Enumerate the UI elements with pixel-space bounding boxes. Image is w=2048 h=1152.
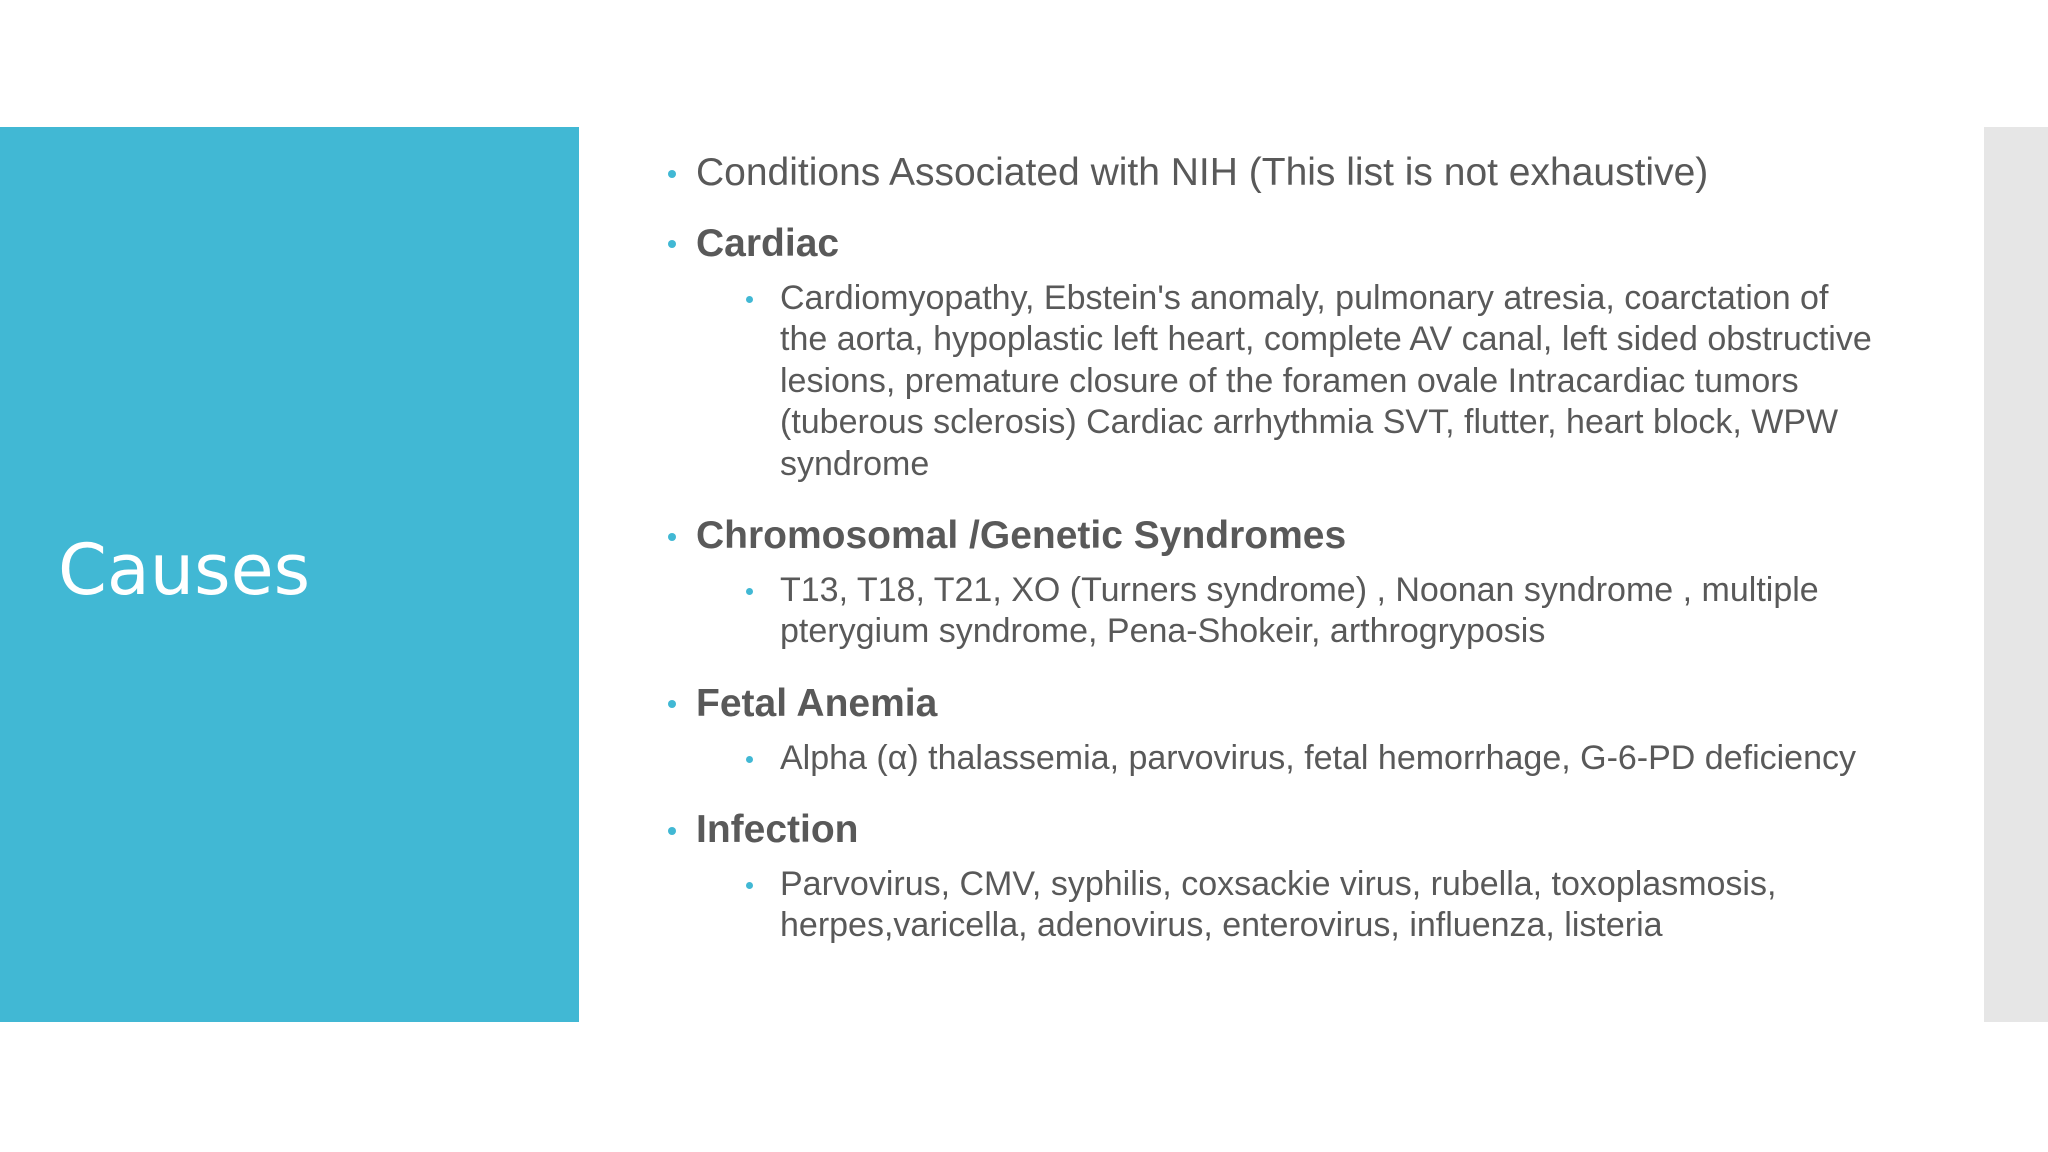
category-detail: Parvovirus, CMV, syphilis, coxsackie virus, rubella, toxoplasmosis, herpes,varicella, adenovirus, enterovirus, influenza, listeria xyxy=(780,864,1777,945)
bullet-dot-icon xyxy=(746,756,753,763)
sub-list-item xyxy=(746,864,1880,947)
content-area xyxy=(660,150,1880,975)
bullet-dot-icon xyxy=(746,882,753,889)
sub-list-item xyxy=(746,738,1880,780)
bullet-dot-icon xyxy=(668,533,676,541)
list-item-intro xyxy=(660,150,1880,197)
sub-list xyxy=(696,864,1880,947)
bullet-dot-icon xyxy=(746,296,753,303)
category-heading: Cardiac xyxy=(696,221,840,265)
bullet-dot-icon xyxy=(746,588,753,595)
slide-title: Causes xyxy=(58,529,311,611)
category-heading: Infection xyxy=(696,808,859,852)
sub-list-item xyxy=(746,570,1880,653)
category-heading: Fetal Anemia xyxy=(696,681,938,725)
list-item-chromosomal xyxy=(660,513,1880,653)
right-edge-strip xyxy=(1984,127,2048,1022)
bullet-dot-icon xyxy=(668,700,676,708)
list-item-cardiac xyxy=(660,221,1880,485)
sub-list xyxy=(696,570,1880,653)
category-heading: Chromosomal /Genetic Syndromes xyxy=(696,514,1347,558)
bullet-dot-icon xyxy=(668,170,676,178)
list-item-infection xyxy=(660,807,1880,947)
bullet-list xyxy=(660,150,1880,947)
sub-list xyxy=(696,278,1880,486)
intro-text: Conditions Associated with NIH (This list is not exhaustive) xyxy=(696,151,1709,194)
list-item-fetal-anemia xyxy=(660,681,1880,779)
sub-list-item xyxy=(746,278,1880,486)
bullet-dot-icon xyxy=(668,827,676,835)
category-detail: T13, T18, T21, XO (Turners syndrome) , Noonan syndrome , multiple pterygium syndrome, Pena-Shokeir, arthrogryposis xyxy=(780,570,1819,651)
bullet-dot-icon xyxy=(668,240,676,248)
category-detail: Alpha (α) thalassemia, parvovirus, fetal hemorrhage, G-6-PD deficiency xyxy=(780,738,1856,777)
category-detail: Cardiomyopathy, Ebstein's anomaly, pulmonary atresia, coarctation of the aorta, hypoplastic left heart, complete AV canal, left sided obstructive lesions, premature closure of the foramen ovale Intracardiac tumors (tuberous sclerosis) Cardiac arrhythmia SVT, flutter, heart block, WPW syndrome xyxy=(780,278,1872,483)
sub-list xyxy=(696,738,1880,780)
